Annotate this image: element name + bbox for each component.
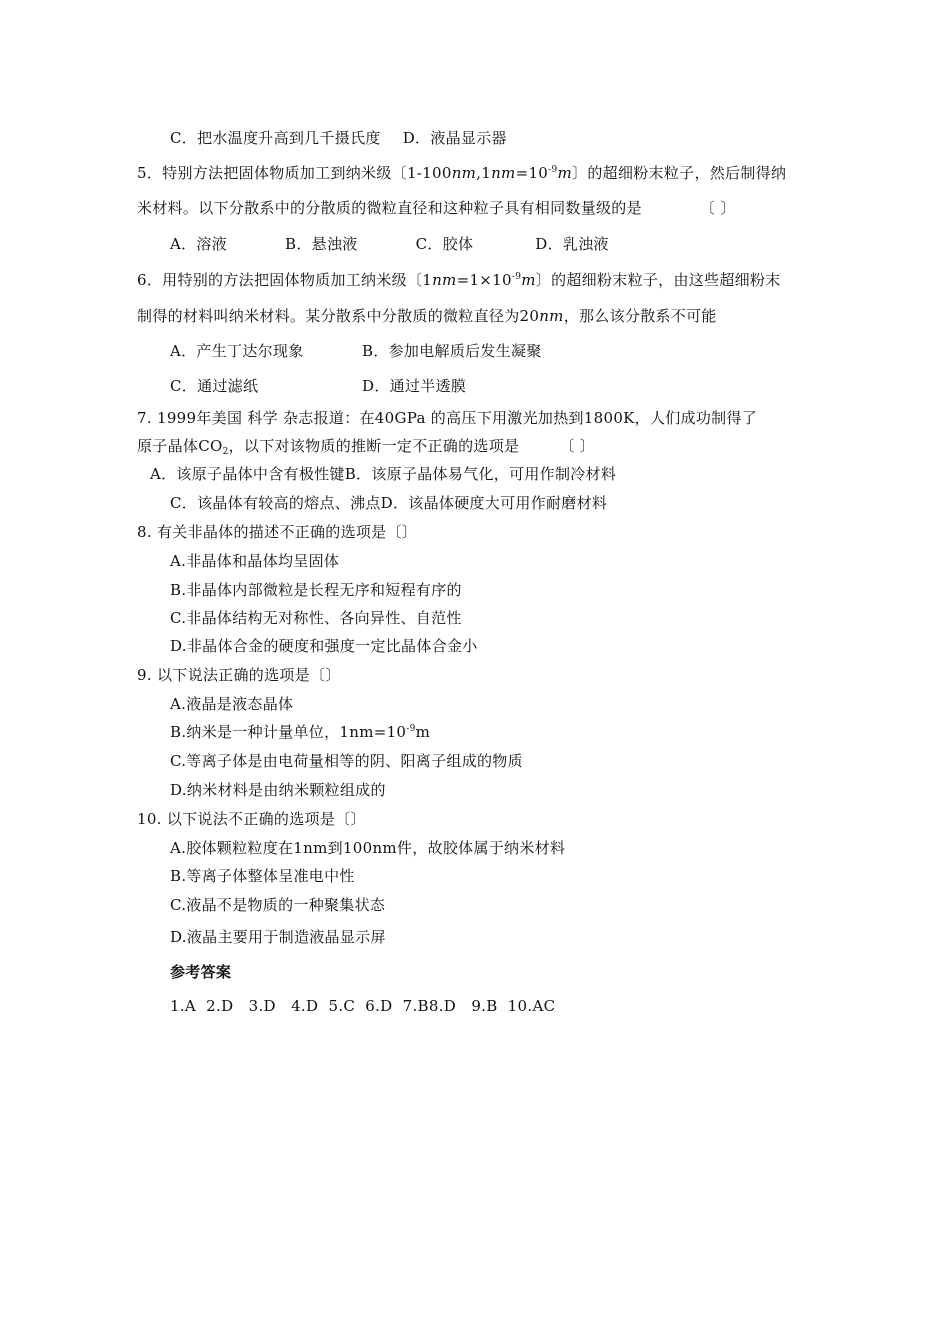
q8-option-a: A.非晶体和晶体均呈固体 (170, 552, 340, 570)
q7-stem-line2: 原子晶体$CO_2$，以下对该物质的推断一定不正确的选项是 〔 〕 (137, 437, 595, 457)
answer-key-title: 参考答案 (170, 963, 232, 981)
q5-options: A．溶液 B．悬浊液 C．胶体 D．乳浊液 (170, 235, 609, 253)
q6-option-d: D．通过半透膜 (362, 377, 467, 395)
q5-stem-line2: 米材料。以下分散系中的分散质的微粒直径和这种粒子具有相同数量级的是 〔 〕 (137, 199, 736, 217)
q10-option-c: C.液晶不是物质的一种聚集状态 (170, 896, 386, 914)
q9-stem: 9. 以下说法正确的选项是〔〕 (137, 666, 341, 684)
q10-option-b: B.等离子体整体呈准电中性 (170, 867, 355, 885)
answer-paren: 〔 〕 (699, 199, 736, 217)
q9-option-b: B.纳米是一种计量单位，$1nm=10^{-9}m$ (170, 723, 431, 741)
q7-options-ab: A．该原子晶体中含有极性键B．该原子晶体易气化，可用作制冷材料 (150, 465, 617, 483)
q7-stem-line1: 7. 1999年美国 科学 杂志报道：在40GPa 的高压下用激光加热到1800K，人们成功制得了 (137, 409, 758, 427)
q6-stem-line1: 6．用特别的方法把固体物质加工纳米级〔$1nm=1\times 10^{-9}m$〕的超细粉末粒子，由这些超细粉末 (137, 271, 781, 289)
q10-stem: 10. 以下说法不正确的选项是〔〕 (137, 810, 366, 828)
q9-option-d: D.纳米材料是由纳米颗粒组成的 (170, 781, 386, 799)
q6-option-b: B．参加电解质后发生凝聚 (362, 342, 542, 360)
q6-stem-line2: 制得的材料叫纳米材料。某分散系中分散质的微粒直径为20nm，那么该分散系不可能 (137, 307, 717, 325)
answer-paren: 〔 〕 (559, 437, 595, 455)
q6-option-a: A．产生丁达尔现象 (170, 342, 304, 360)
q8-option-c: C.非晶体结构无对称性、各向异性、自范性 (170, 609, 462, 627)
q10-option-a: A.胶体颗粒粒度在1nm到100nm件，故胶体属于纳米材料 (170, 839, 566, 857)
q8-stem: 8. 有关非晶体的描述不正确的选项是〔〕 (137, 523, 418, 541)
q8-option-b: B.非晶体内部微粒是长程无序和短程有序的 (170, 581, 462, 599)
q4-options-cd: C．把水温度升高到几千摄氏度 D．液晶显示器 (170, 129, 507, 147)
q5-stem-line1: 5．特别方法把固体物质加工到纳米级〔$1-100nm,1nm=10^{-9}m$〕的超细粉末粒子，然后制得纳 (137, 164, 787, 182)
q9-option-a: A.液晶是液态晶体 (170, 695, 294, 713)
q6-option-c: C．通过滤纸 (170, 377, 259, 395)
q10-option-d: D.液晶主要用于制造液晶显示屏 (170, 928, 386, 946)
q8-option-d: D.非晶体合金的硬度和强度一定比晶体合金小 (170, 637, 478, 655)
q7-options-cd: C．该晶体有较高的熔点、沸点D．该晶体硬度大可用作耐磨材料 (170, 494, 608, 512)
answer-key-list: 1.A 2.D 3.D 4.D 5.C 6.D 7.B8.D 9.B 10.AC (170, 997, 556, 1015)
q9-option-c: C.等离子体是由电荷量相等的阴、阳离子组成的物质 (170, 752, 523, 770)
